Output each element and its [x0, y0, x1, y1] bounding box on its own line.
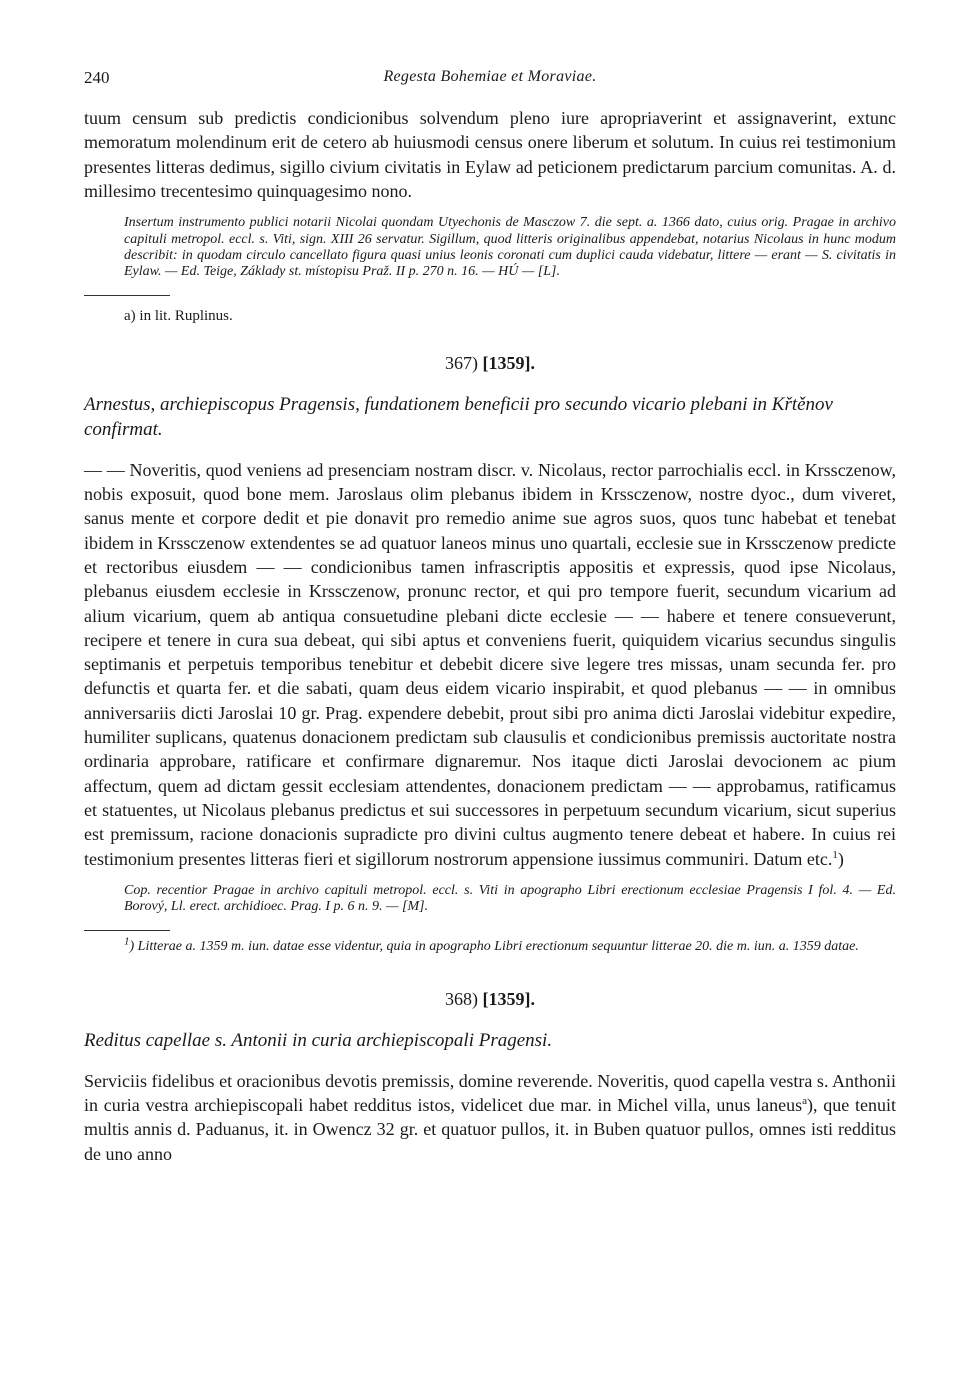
footnote — [84, 935, 896, 955]
document-title: Reditus capellae s. Antonii in curia archiepiscopali Pragensi. — [84, 1029, 553, 1051]
footnote-divider — [84, 295, 170, 296]
footnote-mark-close: ) — [837, 848, 844, 869]
page-number: 240 — [84, 68, 110, 87]
page — [84, 68, 896, 1166]
footnote-text: ) Litterae a. 1359 m. iun. datae esse videntur, quia in apographo Libri erectionum sequuntur litterae 20. die m. iun. a. 1359 datae. — [129, 938, 859, 954]
document-text-body: Serviciis fidelibus et oracionibus devotis premissis, domine reverende. Noveritis, quod capella vestra s. Anthonii in curia vestra archiepiscopali habet redditus istos, videlicet due mar. in Michel villa, unus laneus — [84, 1070, 896, 1115]
document-title: Arnestus, archiepiscopus Pragensis, fundationem beneficii pro secundo vicario plebani in Křtěnov confirmat. — [84, 393, 833, 440]
document-text-body-cont: ), que tenuit multis annis d. Paduanus, it. in Owencz 32 gr. et quatuor pullos, it. in Buben quatuor pullos, omnes isti redditus de uno anno — [84, 1094, 896, 1164]
source-note: Cop. recentior Pragae in archivo capituli metropol. eccl. s. Viti in apographo Libri erectionum ecclesiae Pragensis I fol. 4. — Ed. Borový, Ll. erect. archidioec. Prag. I p. 6 n. 9. — [M]. — [124, 882, 896, 915]
document-year: [1359]. — [482, 352, 535, 373]
page-header — [84, 68, 896, 98]
document-year: [1359]. — [482, 988, 535, 1009]
source-note: Insertum instrumento publici notarii Nicolai quondam Utyechonis de Masczow 7. die sept. a. 1366 dato, cuius orig. Pragae in archivo capituli metropol. eccl. s. Viti, sign. XIII 26 servatur. Sigillum, quod litteris originalibus appendebat, notarius Nicolaus in hunc modum describit: in quodam circulo cancellato figura quasi unius leonis coronati cum duplici cauda videbatur, littere — erant — S. civitatis in Eylaw. — Ed. Teige, Základy st. místopisu Praž. II p. 270 n. 16. — HÚ — [L]. — [124, 215, 896, 280]
document-text-body: — — Noveritis, quod veniens ad presenciam nostram discr. v. Nicolaus, rector parrochialis eccl. in Krssczenow, nobis exposuit, quod bone mem. Jaroslaus olim plebanus ibidem in Krssczenow, nostre dyoc., dum viveret, sanus mente et corpore dedit et pie donavit pro remedio anime sue agros suos, quos tunc habebat et tenebat ibidem in Krssczenow extendentes se ad quatuor laneos minus uno quartali, ecclesie sue in Krssczenow predicte et rectoribus eiusdem — — condicionibus tamen infrascriptis appositis et expressis, quod ipse Nicolaus, plebanus eiusdem ecclesie in Krssczenow, pronunc rector, et qui pro tempore fuerit, secundum vicarium ad alium vicarium, quem ab antiqua consuetudine plebani dicte ecclesie — — habere et tenere consueverunt, recipere et tenere in cura sua debeat, qui sibi aptus et conveniens fuerit, quiquidem vicarius secundus singulis septimanis et perpetuis temporibus tenebitur et debebit dicere sive legere tres missas, unam secunda fer. pro defunctis et quarta fer. et die sabati, quam deus eidem vicario inspirabit, et quod plebanus — — in omnibus anniversariis dicti Jaroslai 10 gr. Prag. expendere debebit, prout sibi pro anima dicti Jaroslai videbitur expedire, humiliter suplicans, quatenus donacionem predictam sub clausulis et condicionibus premissis auctoritate nostra ordinaria approbare, ratificare et confirmare dignaremur. Nos itaque dicti Jaroslai devocionem ac pium affectum, quem ad dictam gessit ecclesiam attendentes, donacionem predictam — — approbamus, ratificamus et statuentes, ut Nicolaus plebanus predictus et sui successores in perpetuum secundum vicarium, sicut superius est premissum, racione donacionis supradicte pro divini cultus augmento tenere debeat et habere. In cuius rei testimonium presentes litteras fieri et sigillorum nostrorum appensione iussimus communiri. Datum etc. — [84, 459, 896, 869]
document-text — [84, 458, 896, 871]
document-number — [84, 989, 896, 1010]
running-title: Regesta Bohemiae et Moraviae. — [383, 68, 597, 85]
continued-text: tuum censum sub predictis condicionibus solvendum pleno iure apropriaverint et assignaverint, extunc memoratum molendinum erit de cetero ab huiusmodi census onere liberum et solutum. In cuius rei testimonium presentes litteras dedimus, sigillo civium civitatis in Eylaw ad peticionem predictarum parcium comunitas. A. d. millesimo trecentesimo quinquagesimo nono. — [84, 108, 896, 201]
document-number-value: 367) — [445, 352, 478, 373]
footnote: a) in lit. Ruplinus. — [124, 307, 233, 324]
document-number-value: 368) — [445, 988, 478, 1009]
footnote-divider — [84, 930, 170, 931]
footnote-mark: 1 — [832, 848, 838, 861]
document-number — [84, 353, 896, 374]
footnote-mark: a — [802, 1094, 807, 1107]
document-text — [84, 1069, 896, 1166]
footnote-number: 1 — [124, 935, 130, 948]
